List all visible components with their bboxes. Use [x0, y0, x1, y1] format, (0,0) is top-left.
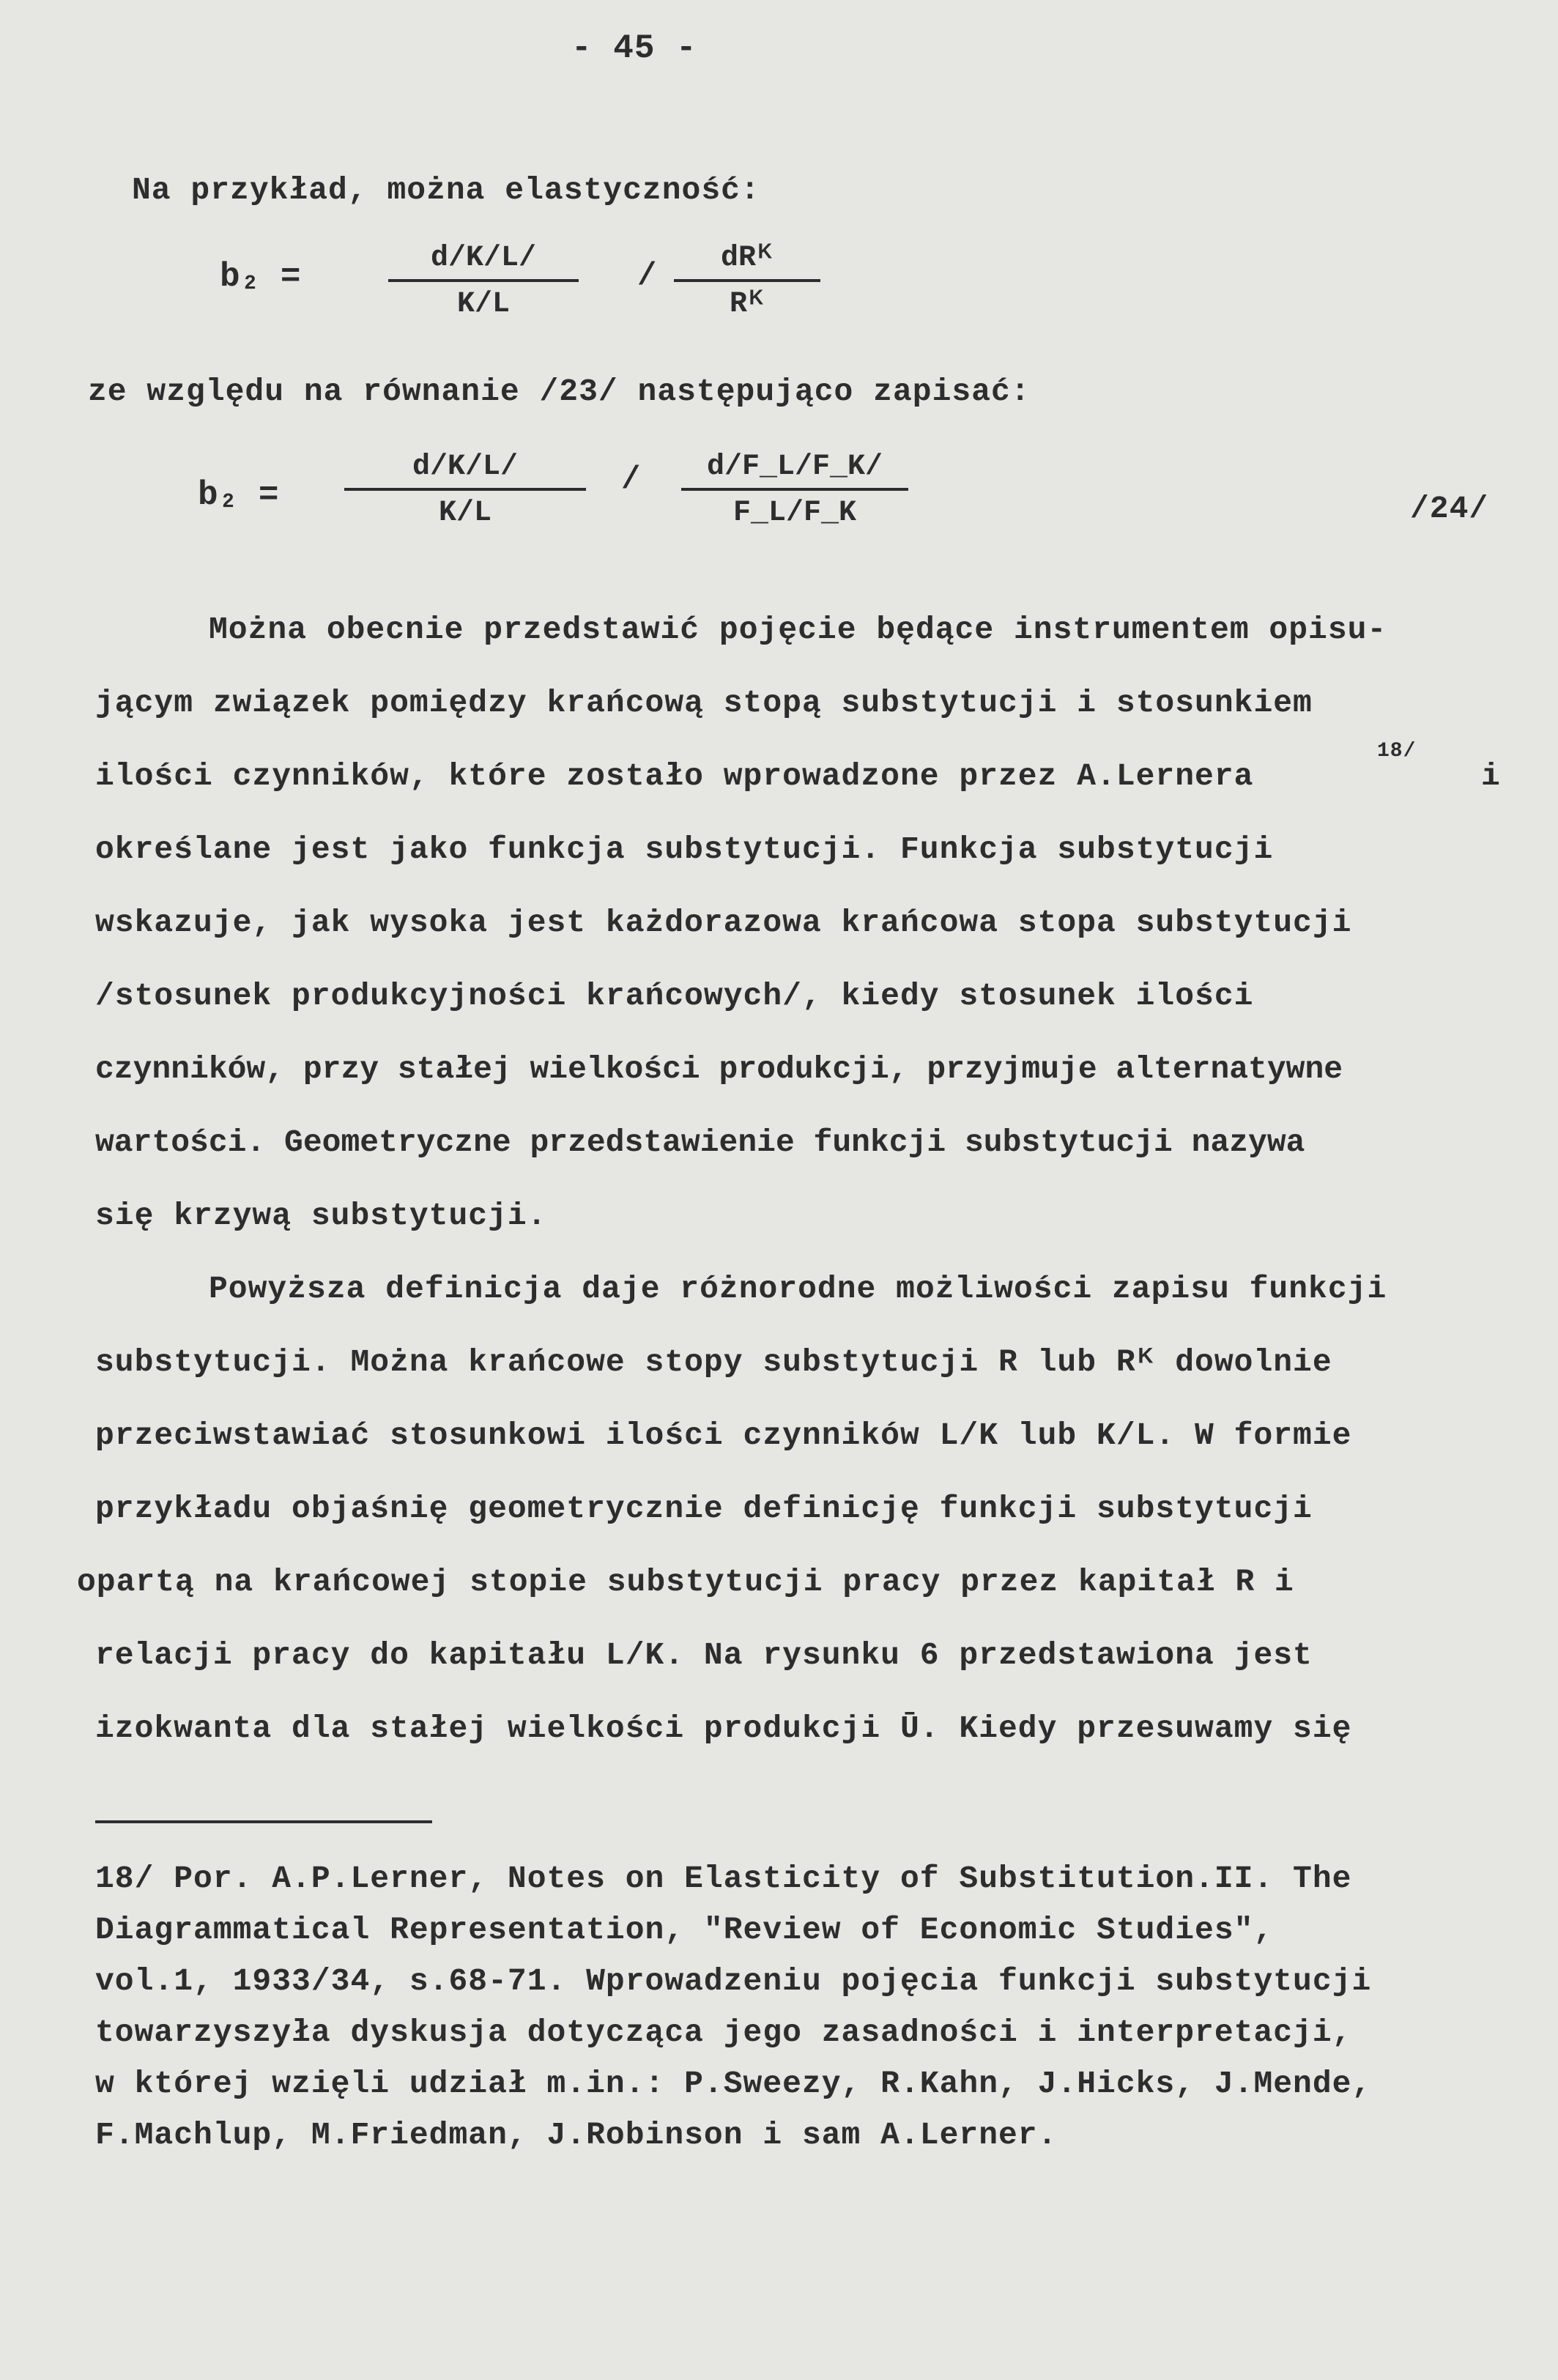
paragraph-1-line: Można obecnie przedstawić pojęcie będące instrumentem opisu- [209, 612, 1387, 648]
paragraph-2-line: relacji pracy do kapitału L/K. Na rysunku 6 przedstawiona jest [95, 1637, 1313, 1673]
paragraph-2-line: Powyższa definicja daje różnorodne możliwości zapisu funkcji [209, 1271, 1387, 1307]
footnote-line: w której wzięli udział m.in.: P.Sweezy, R.Kahn, J.Hicks, J.Mende, [95, 2066, 1372, 2102]
formula2-frac1-denominator: K/L [438, 497, 491, 530]
footnote-marker: 18/ [1377, 740, 1417, 763]
formula2-fraction-1 [344, 451, 586, 530]
paragraph-2-line: opartą na krańcowej stopie substytucji pracy przez kapitał R i [77, 1564, 1294, 1600]
formula1-fraction-1 [388, 242, 579, 321]
formula1-frac1-denominator: K/L [456, 288, 510, 321]
paragraph-1-line: określane jest jako funkcja substytucji. Funkcja substytucji [95, 831, 1274, 867]
formula2-frac2-denominator: F_L/F_K [732, 497, 857, 530]
formula1-frac1-numerator: d/K/L/ [388, 242, 579, 282]
footnote-line: F.Machlup, M.Friedman, J.Robinson i sam A.Lerner. [95, 2117, 1058, 2153]
paragraph-1-line: się krzywą substytucji. [95, 1198, 547, 1234]
footnote-marker-tail: i [1481, 758, 1501, 794]
paragraph-2-line: substytucji. Można krańcowe stopy substytucji R lub Rᴷ dowolnie [95, 1344, 1332, 1380]
formula1-separator: / [637, 258, 657, 294]
paragraph-1-line: czynników, przy stałej wielkości produkcji, przyjmuje alternatywne [95, 1051, 1343, 1087]
paragraph-1-line: ilości czynników, które zostało wprowadzone przez A.Lernera [95, 758, 1254, 794]
paragraph-2-line: przeciwstawiać stosunkowi ilości czynników L/K lub K/L. W formie [95, 1417, 1352, 1453]
paragraph-2-line: izokwanta dla stałej wielkości produkcji Ū. Kiedy przesuwamy się [95, 1710, 1352, 1746]
paragraph-1-line: wskazuje, jak wysoka jest każdorazowa krańcowa stopa substytucji [95, 905, 1352, 941]
footnote-line: Diagrammatical Representation, "Review of Economic Studies", [95, 1912, 1274, 1948]
formula1-lhs: b₂ = [220, 258, 301, 296]
formula2-lhs: b₂ = [198, 476, 279, 514]
paragraph-2-line: przykładu objaśnię geometrycznie definicję funkcji substytucji [95, 1491, 1313, 1527]
paragraph-1-line: wartości. Geometryczne przedstawienie funkcji substytucji nazywa [95, 1124, 1305, 1160]
paragraph-1-line: /stosunek produkcyjności krańcowych/, kiedy stosunek ilości [95, 978, 1254, 1014]
footnote-divider [95, 1820, 432, 1823]
formula2-frac2-numerator: d/F_L/F_K/ [681, 451, 908, 491]
formula1-frac2-denominator: Rᴷ [729, 288, 765, 321]
formula2-separator: / [621, 461, 641, 498]
formula2-fraction-2 [681, 451, 908, 530]
footnote-line: 18/ Por. A.P.Lerner, Notes on Elasticity of Substitution.II. The [95, 1861, 1352, 1897]
formula1-fraction-2 [674, 242, 820, 321]
formula2-equation-number: /24/ [1410, 491, 1489, 527]
footnote-line: towarzyszyła dyskusja dotycząca jego zasadności i interpretacji, [95, 2014, 1352, 2050]
page-number: - 45 - [571, 29, 697, 67]
paragraph-1-line: jącym związek pomiędzy krańcową stopą substytucji i stosunkiem [95, 685, 1313, 721]
formula1-frac2-numerator: dRᴷ [674, 242, 820, 282]
intro-line: Na przykład, można elastyczność: [132, 172, 760, 208]
footnote-line: vol.1, 1933/34, s.68-71. Wprowadzeniu pojęcia funkcji substytucji [95, 1963, 1372, 1999]
formula2-frac1-numerator: d/K/L/ [344, 451, 586, 491]
mid-line: ze względu na równanie /23/ następująco zapisać: [88, 374, 1031, 409]
